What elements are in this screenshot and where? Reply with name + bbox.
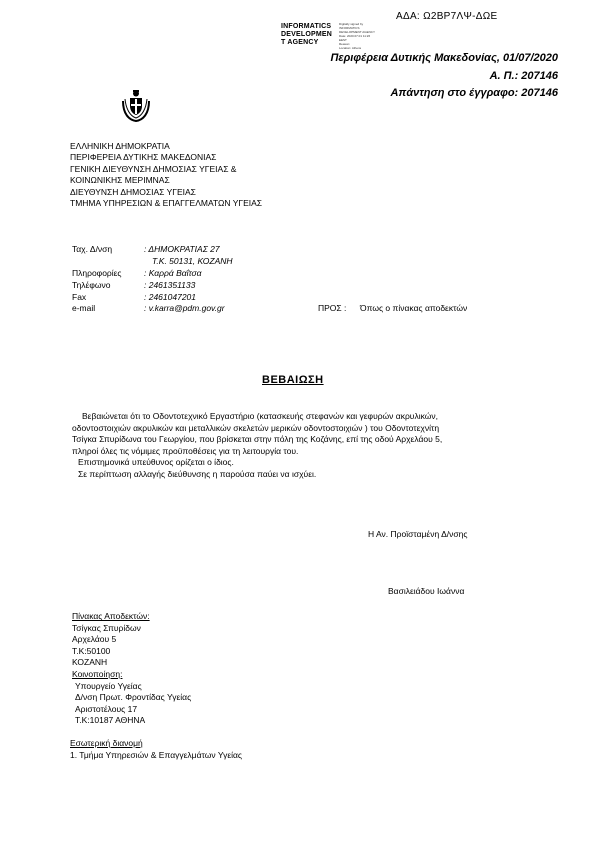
- org-line: ΓΕΝΙΚΗ ΔΙΕΥΘΥΝΣΗ ΔΗΜΟΣΙΑΣ ΥΓΕΙΑΣ &: [70, 163, 237, 174]
- stamp-line: DEVELOPMENT AGENCY: [339, 30, 375, 34]
- stamp-line: INFORMATICS: [339, 26, 360, 30]
- signatory-role: Η Αν. Προϊσταμένη Δ/νσης: [368, 529, 468, 539]
- org-line: ΠΕΡΙΦΕΡΕΙΑ ΔΥΤΙΚΗΣ ΜΑΚΕΔΟΝΙΑΣ: [70, 152, 217, 163]
- info-value: : Καρρά Βαΐτσα: [144, 268, 202, 278]
- address-value: : ΔΗΜΟΚΡΑΤΙΑΣ 27: [144, 244, 220, 254]
- recipient-line: ΚΟΖΑΝΗ: [72, 657, 108, 668]
- body-line: οδοντοστοιχιών ακρυλικών και μεταλλικών σκελετών μερικών οδοντοστοιχιών ) του Οδοντοτεχνίτη: [72, 422, 440, 433]
- email-label: e-mail: [72, 303, 96, 313]
- org-line: ΚΟΙΝΩΝΙΚΗΣ ΜΕΡΙΜΝΑΣ: [70, 175, 170, 186]
- cc-line: Υπουργείο Υγείας: [75, 680, 142, 691]
- org-line: ΔΙΕΥΘΥΝΣΗ ΔΗΜΟΣΙΑΣ ΥΓΕΙΑΣ: [70, 186, 196, 197]
- reply-reference: Απάντηση στο έγγραφο: 207146: [390, 87, 558, 99]
- cc-line: Δ/νση Πρωτ. Φροντίδας Υγείας: [75, 692, 192, 703]
- fax-label: Fax: [72, 292, 87, 302]
- recipient-line: Τσίγκας Σπυρίδων: [72, 622, 141, 633]
- recipient-line: Τ.Κ:50100: [72, 645, 111, 656]
- logo-line: DEVELOPMEN: [281, 31, 333, 38]
- internal-line: 1. Τμήμα Υπηρεσιών & Επαγγελμάτων Υγείας: [70, 749, 243, 760]
- phone-value: : 2461351133: [144, 280, 196, 290]
- address-label: Ταχ. Δ/νση: [72, 244, 113, 254]
- stamp-line: Date: 2020.07.01 11:26: [339, 34, 371, 38]
- ada-code: ΑΔΑ: Ω2ΒΡ7ΛΨ-ΔΩΕ: [396, 11, 498, 22]
- cc-heading: Κοινοποίηση:: [72, 668, 123, 679]
- recipient-line: Αρχελάου 5: [72, 634, 117, 645]
- body-line: Βεβαιώνεται ότι το Οδοντοτεχνικό Εργαστήριο (κατασκευής στεφανών και γεφυρών ακρυλικών,: [82, 411, 438, 421]
- cc-line: Τ.Κ:10187 ΑΘΗΝΑ: [75, 715, 146, 726]
- info-label: Πληροφορίες: [72, 268, 122, 278]
- protocol-number: Α. Π.: 207146: [489, 70, 558, 82]
- digital-signature-stamp: [339, 22, 375, 50]
- stamp-line: Location: Athens: [339, 46, 362, 50]
- place-date: Περιφέρεια Δυτικής Μακεδονίας, 01/07/2020: [330, 52, 558, 64]
- cc-line: Αριστοτέλους 17: [75, 703, 138, 714]
- greek-emblem-icon: [119, 89, 153, 123]
- fax-value: : 2461047201: [144, 292, 196, 302]
- logo-line: INFORMATICS: [281, 23, 332, 30]
- body-line: πληροί όλες τις νόμιμες προϋποθέσεις για τη λειτουργία του.: [72, 445, 299, 456]
- internal-heading: Εσωτερική διανομή: [70, 738, 143, 748]
- signatory-name: Βασιλειάδου Ιωάννα: [388, 586, 465, 596]
- org-line: ΤΜΗΜΑ ΥΠΗΡΕΣΙΩΝ & ΕΠΑΓΓΕΛΜΑΤΩΝ ΥΓΕΙΑΣ: [70, 197, 263, 208]
- org-line: ΕΛΛΗΝΙΚΗ ΔΗΜΟΚΡΑΤΙΑ: [70, 141, 170, 151]
- email-value: : v.karra@pdm.gov.gr: [144, 303, 225, 313]
- recipients-block: [72, 611, 191, 727]
- body-line: Τσίγκα Σπυρίδωνα του Γεωργίου, που βρίσκεται στην πόλη της Κοζάνης, επί της οδού Αρχελάου 5,: [72, 434, 443, 445]
- stamp-line: Reason:: [339, 42, 351, 46]
- postal-value: Τ.Κ. 50131, ΚΟΖΑΝΗ: [152, 256, 233, 266]
- internal-distribution: [70, 738, 242, 761]
- to-label: ΠΡΟΣ :: [318, 303, 347, 313]
- document-title: ΒΕΒΑΙΩΣΗ: [262, 374, 324, 386]
- stamp-line: EEST: [339, 38, 347, 42]
- certificate-body: [72, 411, 532, 481]
- recipients-heading: Πίνακας Αποδεκτών:: [72, 611, 150, 621]
- agency-logo-text: [281, 23, 332, 47]
- stamp-line: Digitally signed by: [339, 22, 364, 26]
- organization-block: [70, 141, 262, 209]
- body-line: Σε περίπτωση αλλαγής διεύθυνσης η παρούσα παύει να ισχύει.: [78, 468, 317, 479]
- logo-line: T AGENCY: [281, 39, 319, 46]
- body-line: Επιστημονικά υπεύθυνος ορίζεται ο ίδιος.: [78, 457, 234, 468]
- phone-label: Τηλέφωνο: [72, 280, 111, 290]
- to-value: Όπως ο πίνακας αποδεκτών: [360, 303, 468, 313]
